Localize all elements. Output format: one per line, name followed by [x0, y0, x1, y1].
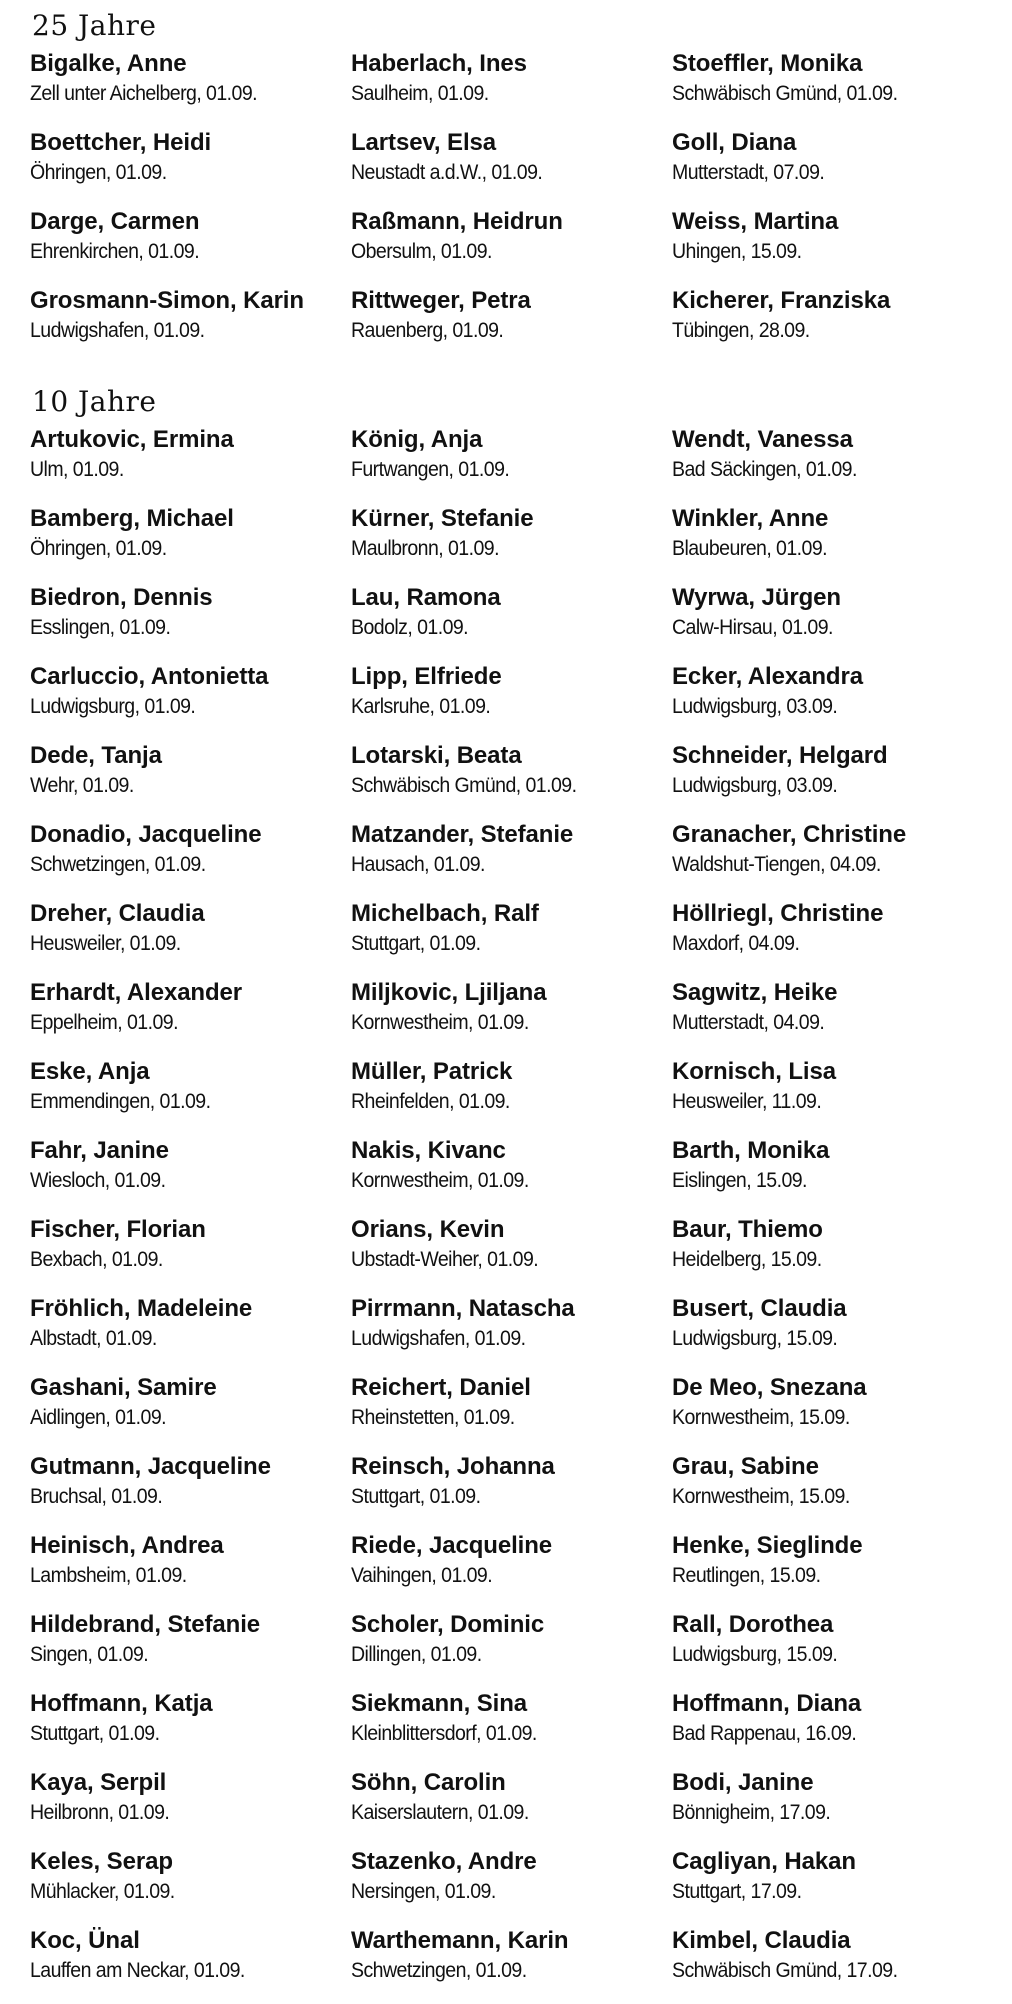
person-name: Müller, Patrick [351, 1058, 513, 1085]
list-item [351, 1688, 672, 1767]
list-item [672, 127, 993, 206]
person-name: Ecker, Alexandra [672, 663, 863, 690]
list-item [351, 977, 672, 1056]
list-item [351, 1135, 672, 1214]
list-item [351, 740, 672, 819]
location-date: Schwäbisch Gmünd, 01.09. [672, 82, 898, 105]
list-item [30, 424, 351, 503]
location-date: Ludwigsburg, 03.09. [672, 695, 838, 718]
location-date: Emmendingen, 01.09. [30, 1090, 211, 1113]
person-name: Gashani, Samire [30, 1374, 217, 1401]
person-name: Barth, Monika [672, 1137, 830, 1164]
list-item [30, 206, 351, 285]
person-name: Winkler, Anne [672, 505, 829, 532]
list-item [30, 48, 351, 127]
list-item [672, 898, 993, 977]
list-item [351, 582, 672, 661]
location-date: Maxdorf, 04.09. [672, 932, 800, 955]
person-name: Biedron, Dennis [30, 584, 213, 611]
list-item [30, 819, 351, 898]
person-name: Granacher, Christine [672, 821, 907, 848]
person-name: Sagwitz, Heike [672, 979, 838, 1006]
list-item [351, 898, 672, 977]
person-name: Lipp, Elfriede [351, 663, 502, 690]
list-item [672, 1688, 993, 1767]
location-date: Ludwigsburg, 15.09. [672, 1327, 838, 1350]
list-item [351, 424, 672, 503]
list-item [30, 1056, 351, 1135]
list-item [672, 424, 993, 503]
list-item [672, 285, 993, 364]
person-name: Hildebrand, Stefanie [30, 1611, 261, 1638]
person-name: Hoffmann, Katja [30, 1690, 213, 1717]
location-date: Ulm, 01.09. [30, 458, 124, 481]
person-name: Carluccio, Antonietta [30, 663, 269, 690]
list-item [30, 285, 351, 364]
location-date: Bad Säckingen, 01.09. [672, 458, 857, 481]
location-date: Dillingen, 01.09. [351, 1643, 482, 1666]
list-item [351, 1530, 672, 1609]
list-item [30, 1846, 351, 1925]
location-date: Lauffen am Neckar, 01.09. [30, 1959, 245, 1982]
person-name: Henke, Sieglinde [672, 1532, 863, 1559]
list-item [30, 661, 351, 740]
location-date: Ludwigsburg, 15.09. [672, 1643, 838, 1666]
person-name: Kaya, Serpil [30, 1769, 167, 1796]
location-date: Eppelheim, 01.09. [30, 1011, 178, 1034]
list-item [672, 1925, 993, 2004]
location-date: Heilbronn, 01.09. [30, 1801, 170, 1824]
person-name: Cagliyan, Hakan [672, 1848, 856, 1875]
person-name: Nakis, Kivanc [351, 1137, 506, 1164]
list-item [672, 661, 993, 740]
location-date: Bexbach, 01.09. [30, 1248, 163, 1271]
anniversary-list [0, 48, 1012, 364]
person-name: Gutmann, Jacqueline [30, 1453, 271, 1480]
person-name: Scholer, Dominic [351, 1611, 545, 1638]
list-item [30, 1767, 351, 1846]
person-name: De Meo, Snezana [672, 1374, 867, 1401]
location-date: Ludwigshafen, 01.09. [351, 1327, 526, 1350]
location-date: Lambsheim, 01.09. [30, 1564, 187, 1587]
person-name: Haberlach, Ines [351, 50, 527, 77]
person-name: Erhardt, Alexander [30, 979, 243, 1006]
list-item [672, 206, 993, 285]
person-name: Bodi, Janine [672, 1769, 814, 1796]
list-item [30, 1609, 351, 1688]
list-item [30, 1372, 351, 1451]
location-date: Waldshut-Tiengen, 04.09. [672, 853, 881, 876]
list-item [351, 1056, 672, 1135]
person-name: Donadio, Jacqueline [30, 821, 262, 848]
location-date: Uhingen, 15.09. [672, 240, 802, 263]
list-item [672, 1056, 993, 1135]
person-name: Koc, Ünal [30, 1927, 140, 1954]
list-item [672, 1135, 993, 1214]
person-name: Bigalke, Anne [30, 50, 187, 77]
list-item [30, 1214, 351, 1293]
location-date: Stuttgart, 01.09. [351, 1485, 481, 1508]
location-date: Vaihingen, 01.09. [351, 1564, 493, 1587]
person-name: Stazenko, Andre [351, 1848, 537, 1875]
location-date: Kornwestheim, 15.09. [672, 1485, 850, 1508]
list-item [351, 206, 672, 285]
list-item [351, 1767, 672, 1846]
person-name: Riede, Jacqueline [351, 1532, 553, 1559]
location-date: Wiesloch, 01.09. [30, 1169, 166, 1192]
list-item [672, 1530, 993, 1609]
location-date: Karlsruhe, 01.09. [351, 695, 491, 718]
location-date: Mutterstadt, 07.09. [672, 161, 825, 184]
person-name: Heinisch, Andrea [30, 1532, 224, 1559]
person-name: Kicherer, Franziska [672, 287, 891, 314]
person-name: Rittweger, Petra [351, 287, 531, 314]
person-name: Goll, Diana [672, 129, 797, 156]
list-item [30, 1925, 351, 2004]
location-date: Neustadt a.d.W., 01.09. [351, 161, 543, 184]
location-date: Stuttgart, 01.09. [30, 1722, 160, 1745]
location-date: Reutlingen, 15.09. [672, 1564, 821, 1587]
person-name: Pirrmann, Natascha [351, 1295, 575, 1322]
location-date: Rheinfelden, 01.09. [351, 1090, 510, 1113]
person-name: Wendt, Vanessa [672, 426, 853, 453]
person-name: Grau, Sabine [672, 1453, 819, 1480]
list-item [30, 1135, 351, 1214]
location-date: Albstadt, 01.09. [30, 1327, 157, 1350]
list-item [351, 1214, 672, 1293]
person-name: Eske, Anja [30, 1058, 150, 1085]
location-date: Rheinstetten, 01.09. [351, 1406, 515, 1429]
list-item [351, 1293, 672, 1372]
list-item [672, 1846, 993, 1925]
location-date: Stuttgart, 17.09. [672, 1880, 802, 1903]
person-name: Hoffmann, Diana [672, 1690, 862, 1717]
person-name: Schneider, Helgard [672, 742, 888, 769]
location-date: Hausach, 01.09. [351, 853, 485, 876]
person-name: Reichert, Daniel [351, 1374, 531, 1401]
anniversary-list [0, 424, 1012, 2004]
location-date: Schwäbisch Gmünd, 01.09. [351, 774, 577, 797]
person-name: Fahr, Janine [30, 1137, 169, 1164]
location-date: Kleinblittersdorf, 01.09. [351, 1722, 537, 1745]
location-date: Furtwangen, 01.09. [351, 458, 510, 481]
person-name: Lartsev, Elsa [351, 129, 497, 156]
location-date: Heidelberg, 15.09. [672, 1248, 822, 1271]
section-title: 10 Jahre [32, 385, 157, 418]
person-name: Fröhlich, Madeleine [30, 1295, 253, 1322]
person-name: Raßmann, Heidrun [351, 208, 563, 235]
person-name: Rall, Dorothea [672, 1611, 834, 1638]
location-date: Calw-Hirsau, 01.09. [672, 616, 833, 639]
location-date: Kornwestheim, 01.09. [351, 1011, 529, 1034]
location-date: Bönnigheim, 17.09. [672, 1801, 831, 1824]
list-item [351, 661, 672, 740]
location-date: Ludwigshafen, 01.09. [30, 319, 205, 342]
location-date: Mutterstadt, 04.09. [672, 1011, 825, 1034]
location-date: Mühlacker, 01.09. [30, 1880, 175, 1903]
location-date: Maulbronn, 01.09. [351, 537, 499, 560]
location-date: Öhringen, 01.09. [30, 537, 167, 560]
location-date: Öhringen, 01.09. [30, 161, 167, 184]
list-item [30, 1530, 351, 1609]
location-date: Ehrenkirchen, 01.09. [30, 240, 200, 263]
list-item [672, 1767, 993, 1846]
location-date: Blaubeuren, 01.09. [672, 537, 828, 560]
person-name: Wyrwa, Jürgen [672, 584, 841, 611]
location-date: Esslingen, 01.09. [30, 616, 171, 639]
person-name: Matzander, Stefanie [351, 821, 574, 848]
person-name: Kürner, Stefanie [351, 505, 534, 532]
location-date: Saulheim, 01.09. [351, 82, 489, 105]
list-item [351, 1609, 672, 1688]
list-item [351, 127, 672, 206]
person-name: Michelbach, Ralf [351, 900, 539, 927]
list-item [351, 1372, 672, 1451]
list-item [30, 977, 351, 1056]
person-name: Bamberg, Michael [30, 505, 234, 532]
location-date: Heusweiler, 01.09. [30, 932, 181, 955]
location-date: Zell unter Aichelberg, 01.09. [30, 82, 258, 105]
person-name: Grosmann-Simon, Karin [30, 287, 304, 314]
person-name: Busert, Claudia [672, 1295, 847, 1322]
list-item [351, 285, 672, 364]
list-item [672, 1609, 993, 1688]
list-item [351, 1925, 672, 2004]
location-date: Schwetzingen, 01.09. [351, 1959, 527, 1982]
location-date: Stuttgart, 01.09. [351, 932, 481, 955]
list-item [672, 1214, 993, 1293]
list-item [351, 819, 672, 898]
person-name: Reinsch, Johanna [351, 1453, 555, 1480]
location-date: Nersingen, 01.09. [351, 1880, 496, 1903]
list-item [672, 582, 993, 661]
location-date: Kornwestheim, 15.09. [672, 1406, 850, 1429]
person-name: Lotarski, Beata [351, 742, 522, 769]
person-name: Orians, Kevin [351, 1216, 505, 1243]
person-name: Höllriegl, Christine [672, 900, 884, 927]
list-item [351, 1846, 672, 1925]
person-name: Warthemann, Karin [351, 1927, 569, 1954]
list-item [351, 1451, 672, 1530]
location-date: Tübingen, 28.09. [672, 319, 810, 342]
person-name: Söhn, Carolin [351, 1769, 506, 1796]
location-date: Bad Rappenau, 16.09. [672, 1722, 857, 1745]
location-date: Heusweiler, 11.09. [672, 1090, 822, 1113]
person-name: Darge, Carmen [30, 208, 200, 235]
location-date: Eislingen, 15.09. [672, 1169, 807, 1192]
person-name: Fischer, Florian [30, 1216, 206, 1243]
list-item [30, 127, 351, 206]
list-item [672, 740, 993, 819]
list-item [30, 1451, 351, 1530]
location-date: Ludwigsburg, 01.09. [30, 695, 196, 718]
person-name: Stoeffler, Monika [672, 50, 863, 77]
person-name: Siekmann, Sina [351, 1690, 527, 1717]
location-date: Schwäbisch Gmünd, 17.09. [672, 1959, 898, 1982]
list-item [30, 582, 351, 661]
location-date: Obersulm, 01.09. [351, 240, 492, 263]
list-item [30, 1688, 351, 1767]
person-name: Kornisch, Lisa [672, 1058, 836, 1085]
location-date: Aidlingen, 01.09. [30, 1406, 167, 1429]
list-item [30, 503, 351, 582]
location-date: Kornwestheim, 01.09. [351, 1169, 529, 1192]
person-name: Artukovic, Ermina [30, 426, 234, 453]
list-item [672, 977, 993, 1056]
person-name: Keles, Serap [30, 1848, 173, 1875]
list-item [672, 1372, 993, 1451]
list-item [672, 819, 993, 898]
person-name: Baur, Thiemo [672, 1216, 823, 1243]
list-item [672, 1451, 993, 1530]
list-item [30, 740, 351, 819]
person-name: Dede, Tanja [30, 742, 162, 769]
location-date: Schwetzingen, 01.09. [30, 853, 206, 876]
list-item [672, 1293, 993, 1372]
section-title: 25 Jahre [32, 9, 157, 42]
person-name: König, Anja [351, 426, 483, 453]
list-item [30, 1293, 351, 1372]
list-item [672, 503, 993, 582]
person-name: Kimbel, Claudia [672, 1927, 851, 1954]
list-item [30, 898, 351, 977]
location-date: Ubstadt-Weiher, 01.09. [351, 1248, 539, 1271]
location-date: Singen, 01.09. [30, 1643, 149, 1666]
list-item [351, 48, 672, 127]
location-date: Ludwigsburg, 03.09. [672, 774, 838, 797]
location-date: Bruchsal, 01.09. [30, 1485, 163, 1508]
location-date: Wehr, 01.09. [30, 774, 134, 797]
list-item [672, 48, 993, 127]
person-name: Lau, Ramona [351, 584, 501, 611]
person-name: Miljkovic, Ljiljana [351, 979, 547, 1006]
list-item [351, 503, 672, 582]
location-date: Rauenberg, 01.09. [351, 319, 504, 342]
person-name: Weiss, Martina [672, 208, 839, 235]
location-date: Kaiserslautern, 01.09. [351, 1801, 529, 1824]
location-date: Bodolz, 01.09. [351, 616, 469, 639]
person-name: Dreher, Claudia [30, 900, 205, 927]
person-name: Boettcher, Heidi [30, 129, 212, 156]
